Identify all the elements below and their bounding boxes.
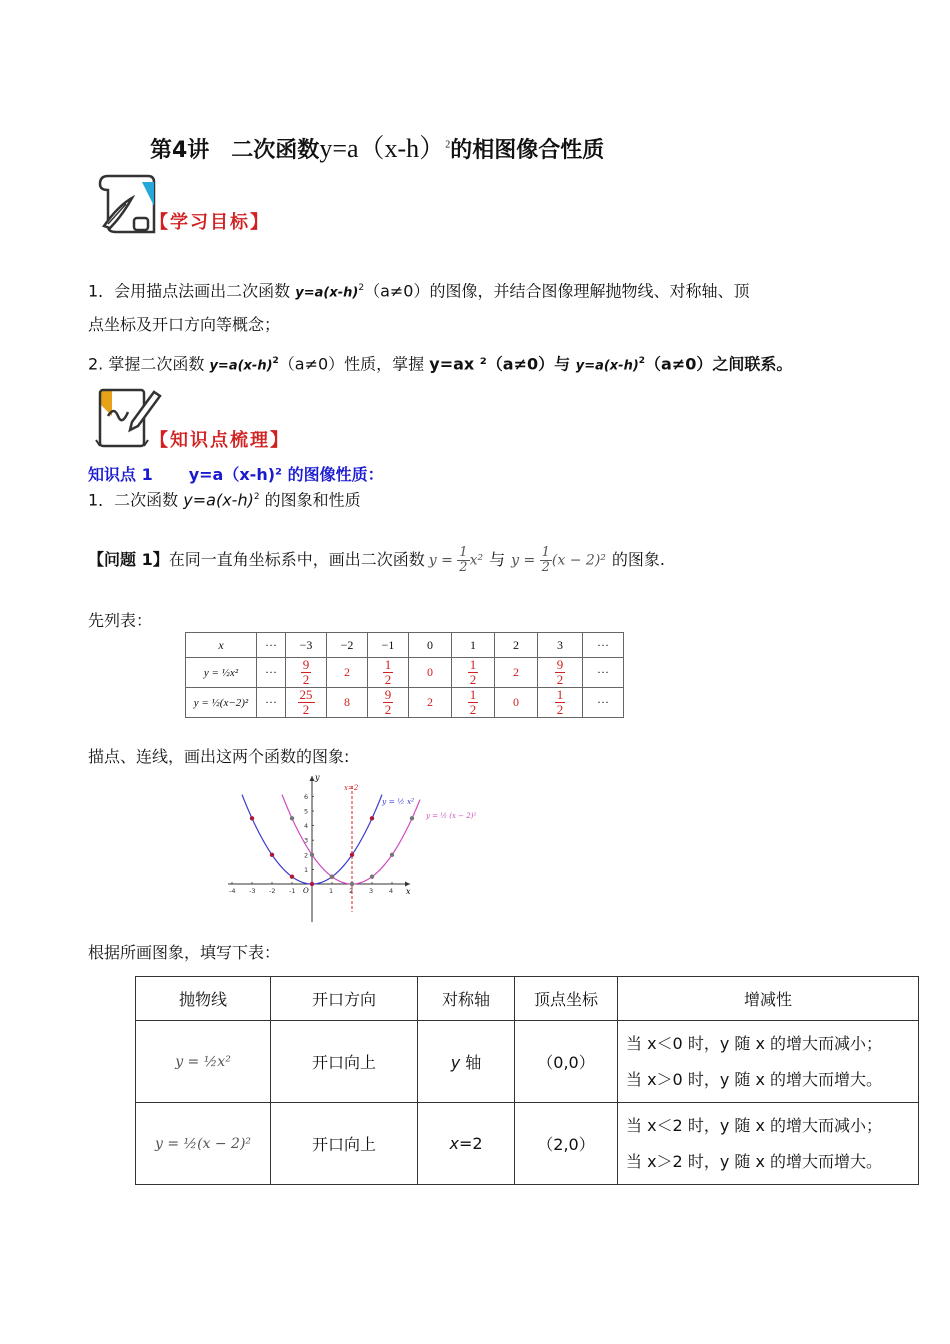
x-axis-label: x <box>406 887 411 896</box>
subsection-1-text-b: 的图象和性质 <box>259 490 361 510</box>
goal-2-text-a: 2. 掌握二次函数 <box>88 354 210 374</box>
goal-1-formula: y=a(x-h) <box>295 285 359 301</box>
header-axis: 对称轴 <box>418 977 515 1021</box>
row-1-axis-tail: 轴 <box>460 1053 482 1072</box>
value-table-cell: ··· <box>583 688 624 718</box>
value-table-cell-den: 2 <box>556 702 564 717</box>
value-table-cell <box>286 658 327 688</box>
y-tick-label: 5 <box>304 807 309 816</box>
value-table-cell <box>538 658 583 688</box>
data-point <box>350 853 354 857</box>
knowledge-point-1-text: y=a（x-h)² 的图像性质： <box>188 465 384 484</box>
goal-1-formula-sup: 2 <box>358 283 365 293</box>
row-2-axis <box>418 1103 515 1185</box>
y-tick-label: 6 <box>304 792 309 801</box>
value-table-wrap <box>185 632 624 718</box>
value-table-header-cell: −3 <box>286 633 327 658</box>
goal-1-text-a: 1．会用描点法画出二次函数 <box>88 281 296 301</box>
x-tick-label: -2 <box>269 887 276 895</box>
row-2-opening: 开口向上 <box>271 1103 418 1185</box>
value-table-header-cell: 2 <box>495 633 538 658</box>
series-1-label: y = ½ x² <box>382 797 415 806</box>
goal-2-text-b: （a≠0）性质，掌握 <box>278 354 430 374</box>
value-table-cell <box>538 688 583 718</box>
value-table-cell <box>368 688 409 718</box>
goal-1-text-b: （a≠0）的图像，并结合图像理解抛物线、对称轴、顶 <box>364 281 750 301</box>
row-1-parabola: y = ½x² <box>136 1021 271 1103</box>
goal-1 <box>88 275 749 306</box>
value-table-cell-den: 2 <box>469 672 477 687</box>
row-2-monotonicity-line-2: 当 x＞2 时，y 随 x 的增大而增大。 <box>626 1151 883 1171</box>
value-table-cell-den: 2 <box>384 702 392 717</box>
question-1-formula-1-den: 2 <box>459 559 468 575</box>
value-table-header-row <box>186 633 624 658</box>
value-table-cell-den: 2 <box>469 702 477 717</box>
x-tick-label: 2 <box>349 887 354 895</box>
goal-2 <box>88 348 792 379</box>
question-1 <box>88 534 665 586</box>
parabola-chart <box>212 772 492 928</box>
value-table-row-1 <box>186 658 624 688</box>
x-tick-label: 3 <box>369 887 374 895</box>
data-point <box>310 853 314 857</box>
value-table-cell-num: 1 <box>469 657 477 672</box>
properties-row-1 <box>136 1021 919 1103</box>
value-table-header-cell: −1 <box>368 633 409 658</box>
header-opening: 开口方向 <box>271 977 418 1021</box>
goal-2-formula-2-sup: 2 <box>638 356 646 366</box>
plot-intro: 描点、连线，画出这两个函数的图象: <box>88 747 350 766</box>
y-tick-label: 3 <box>304 836 309 845</box>
value-table-cell <box>452 688 495 718</box>
parabola-curve-2 <box>282 792 420 884</box>
value-table-cell: 2 <box>409 688 452 718</box>
goal-2-formula: y=a(x-h) <box>209 358 273 374</box>
data-point <box>290 816 294 820</box>
question-1-formula-2-rhs: (x − 2)² <box>551 552 606 568</box>
value-table-row-2 <box>186 688 624 718</box>
value-table-cell: 0 <box>409 658 452 688</box>
row-1-opening: 开口向上 <box>271 1021 418 1103</box>
value-table-cell-num: 9 <box>556 657 564 672</box>
row-1-vertex: （0,0） <box>515 1021 618 1103</box>
title-formula-sup: 2 <box>445 139 451 151</box>
question-1-text: 在同一直角坐标系中，画出二次函数 <box>168 550 425 569</box>
value-table-cell-den: 2 <box>384 672 392 687</box>
data-point <box>350 882 354 886</box>
origin-label: O <box>303 887 309 895</box>
value-table-cell: 0 <box>495 688 538 718</box>
data-point <box>370 816 374 820</box>
title-formula <box>319 134 450 163</box>
data-point <box>250 816 254 820</box>
banner-learning-goals: 【学习目标】 <box>150 212 270 233</box>
value-table-cell-num: 25 <box>299 687 313 702</box>
value-table-row-label: y = ½x² <box>186 658 257 688</box>
data-point <box>310 882 314 886</box>
data-point <box>410 816 414 820</box>
question-1-formula-1-num: 1 <box>459 544 468 560</box>
goal-1-line-2: 点坐标及开口方向等概念； <box>88 315 281 334</box>
list-intro: 先列表： <box>88 611 153 630</box>
value-table-header-cell: ··· <box>257 633 286 658</box>
value-table <box>185 632 624 718</box>
question-1-formula-2-num: 1 <box>541 544 550 560</box>
value-table-cell-num: 9 <box>302 657 310 672</box>
row-1-axis-var: y <box>450 1053 461 1072</box>
question-1-formula-1 <box>429 546 483 575</box>
value-table-cell-num: 1 <box>469 687 477 702</box>
question-1-formula-2-lhs: y = <box>511 552 536 568</box>
row-1-monotonicity <box>618 1021 919 1103</box>
x-tick-label: -4 <box>229 887 236 895</box>
question-1-label: 【问题 1】 <box>88 550 169 569</box>
title-formula-text: y=a（x-h） <box>319 134 446 163</box>
series-2-label: y = ½ (x − 2)² <box>426 812 477 820</box>
properties-table <box>135 976 919 1185</box>
y-axis-arrow <box>310 776 315 781</box>
x-tick-label: -1 <box>289 887 296 895</box>
properties-table-wrap <box>135 976 919 1185</box>
page-title <box>150 128 604 165</box>
value-table-cell-den: 2 <box>556 672 564 687</box>
value-table-header-cell: x <box>186 633 257 658</box>
value-table-header-cell: −2 <box>327 633 368 658</box>
value-table-cell: ··· <box>257 658 286 688</box>
x-tick-label: 1 <box>329 887 334 895</box>
header-vertex: 顶点坐标 <box>515 977 618 1021</box>
data-point <box>390 853 394 857</box>
y-tick-label: 4 <box>304 822 309 831</box>
symmetry-axis-label: x=2 <box>344 784 359 792</box>
value-table-cell-num: 1 <box>556 687 564 702</box>
data-point <box>290 875 294 879</box>
value-table-header-cell: 1 <box>452 633 495 658</box>
row-2-vertex: （2,0） <box>515 1103 618 1185</box>
value-table-cell-den: 2 <box>302 672 310 687</box>
value-table-cell: 2 <box>327 658 368 688</box>
y-axis-label: y <box>315 773 320 782</box>
goal-2-text-d: （a≠0）之间联系。 <box>645 354 793 374</box>
value-table-header-cell: 3 <box>538 633 583 658</box>
title-tail: 的相图像合性质 <box>450 138 605 163</box>
knowledge-point-1-label: 知识点 1 <box>88 465 153 484</box>
goal-2-formula-2: y=a(x-h) <box>575 358 639 374</box>
header-monotonicity: 增减性 <box>618 977 919 1021</box>
y-tick-label: 2 <box>304 851 309 860</box>
question-1-formula-1-lhs: y = <box>428 552 453 568</box>
value-table-row-label: y = ½(x−2)² <box>186 688 257 718</box>
row-2-axis-var: x <box>449 1134 459 1153</box>
properties-header-row <box>136 977 919 1021</box>
row-2-axis-tail: =2 <box>458 1134 483 1153</box>
properties-row-2 <box>136 1103 919 1185</box>
value-table-cell <box>452 658 495 688</box>
subsection-1 <box>88 484 361 513</box>
row-2-parabola: y = ½(x − 2)² <box>136 1103 271 1185</box>
row-2-monotonicity-line-1: 当 x＜2 时，y 随 x 的增大而减小； <box>626 1115 883 1135</box>
value-table-header-cell: 0 <box>409 633 452 658</box>
fill-intro: 根据所画图象，填写下表： <box>88 943 281 962</box>
data-point <box>330 875 334 879</box>
value-table-cell-num: 9 <box>384 687 392 702</box>
parabola-chart-svg <box>212 772 492 924</box>
value-table-cell: 8 <box>327 688 368 718</box>
question-1-formula-2 <box>511 546 606 575</box>
row-1-axis <box>418 1021 515 1103</box>
value-table-cell-num: 1 <box>384 657 392 672</box>
value-table-cell-den: 2 <box>302 702 310 717</box>
value-table-cell <box>368 658 409 688</box>
question-1-formula-1-rhs: x² <box>469 552 484 568</box>
value-table-cell <box>286 688 327 718</box>
question-1-connector: 与 <box>489 550 506 569</box>
goal-2-text-c: y=ax ²（a≠0）与 <box>429 354 576 374</box>
question-1-ending: 的图象. <box>611 550 665 569</box>
x-axis-arrow <box>405 882 410 887</box>
x-tick-label: 4 <box>389 887 394 895</box>
y-tick-label: 1 <box>304 865 309 874</box>
value-table-cell: ··· <box>257 688 286 718</box>
subsection-1-text-a: 1．二次函数 <box>88 490 184 510</box>
x-tick-label: -3 <box>249 887 256 895</box>
title-lead: 第4讲 二次函数 <box>150 138 320 163</box>
value-table-cell: 2 <box>495 658 538 688</box>
data-point <box>370 875 374 879</box>
question-1-formula-2-den: 2 <box>541 559 550 575</box>
banner-knowledge-points: 【知识点梳理】 <box>150 430 290 451</box>
row-1-monotonicity-line-2: 当 x＞0 时，y 随 x 的增大而增大。 <box>626 1069 883 1089</box>
value-table-cell: ··· <box>583 658 624 688</box>
subsection-1-formula-sup: 2 <box>253 492 260 502</box>
row-1-monotonicity-line-1: 当 x＜0 时，y 随 x 的增大而减小； <box>626 1033 883 1053</box>
knowledge-point-1 <box>88 462 384 485</box>
value-table-header-cell: ··· <box>583 633 624 658</box>
subsection-1-formula: y=a(x-h) <box>183 490 254 510</box>
header-parabola: 抛物线 <box>136 977 271 1021</box>
row-2-monotonicity <box>618 1103 919 1185</box>
data-point <box>270 853 274 857</box>
goal-2-formula-sup: 2 <box>272 356 279 366</box>
